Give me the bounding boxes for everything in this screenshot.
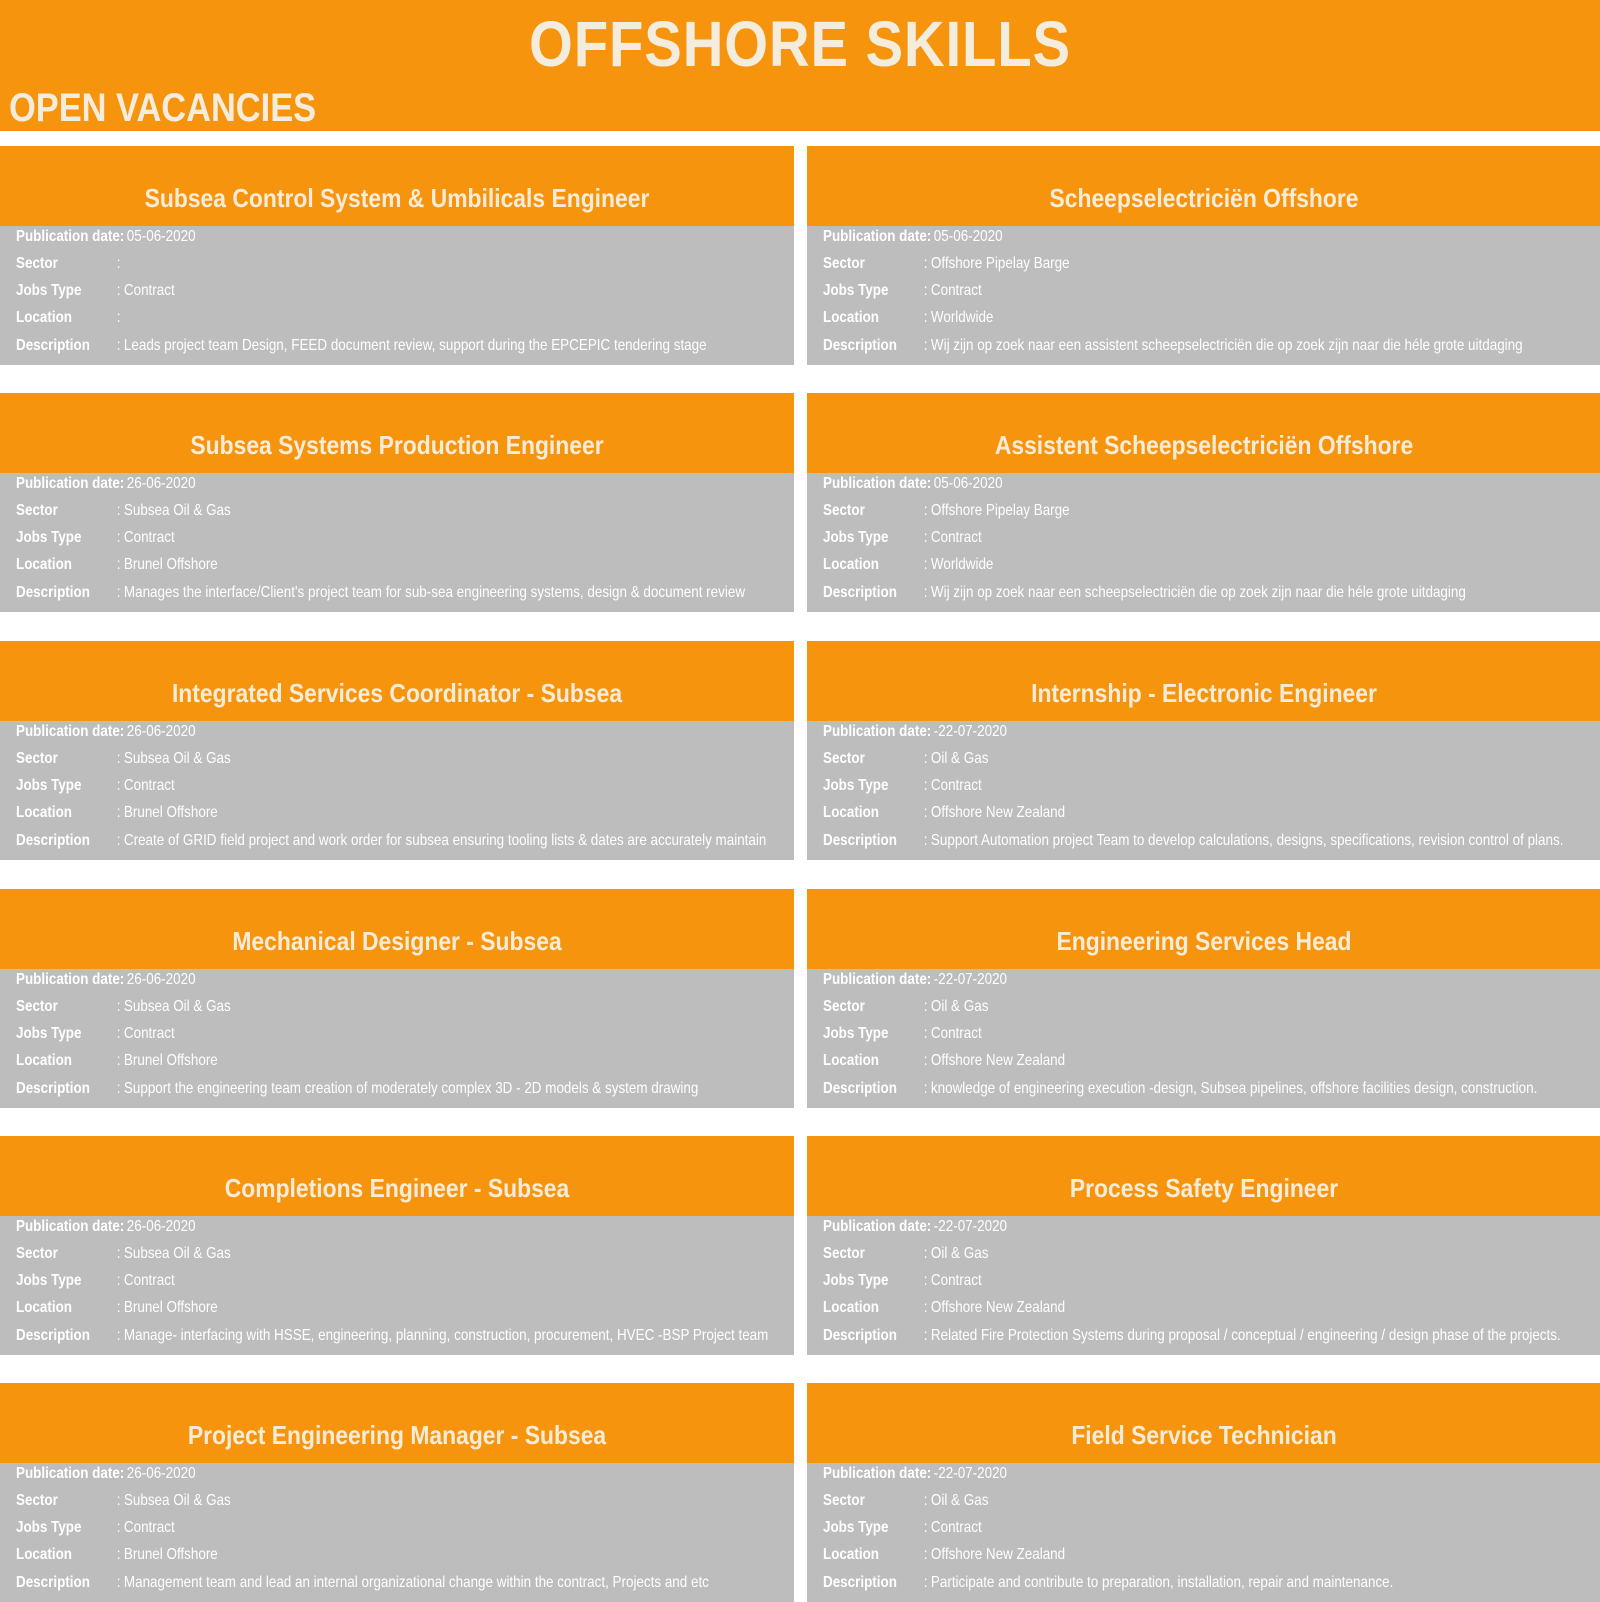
vacancy-card-header [807,641,1600,721]
location-separator: : [923,1299,928,1316]
vacancy-details [0,473,794,612]
jobs-type-row [16,527,856,549]
vacancy-card[interactable] [0,1383,794,1602]
jobs-type-label: Jobs Type [823,529,889,546]
sector-row [823,1490,1600,1512]
location-row [16,1050,856,1072]
jobs-type-row [823,1517,1600,1539]
jobs-type-value: Contract [930,777,982,794]
location-separator: : [923,556,928,573]
page-header [0,0,1600,131]
sector-row [823,500,1600,522]
sector-label: Sector [823,1245,865,1262]
publication-date-row [16,1216,856,1238]
vacancy-title[interactable]: Scheepselectriciën Offshore [1049,183,1359,213]
location-separator: : [116,309,121,326]
sector-value: Oil & Gas [930,1245,989,1262]
jobs-type-separator: : [116,529,121,546]
description-separator: : [116,1080,121,1097]
description-value: Wij zijn op zoek naar een scheepselectriciën die op zoek zijn naar die héle grote uitdaging [930,584,1466,601]
publication-date-label: Publication date: [823,723,932,740]
vacancy-card-header [0,1136,794,1216]
jobs-type-label: Jobs Type [823,1025,889,1042]
vacancy-details [807,969,1600,1108]
location-separator: : [116,1052,121,1069]
description-value: knowledge of engineering execution -design, Subsea pipelines, offshore facilities design, construction. [930,1080,1538,1097]
vacancy-title[interactable]: Field Service Technician [1071,1420,1337,1450]
jobs-type-separator: : [116,282,121,299]
location-label: Location [16,556,73,573]
description-label: Description [16,1574,90,1591]
location-value: Offshore New Zealand [930,1299,1066,1316]
description-separator: : [923,1080,928,1097]
location-label: Location [16,309,73,326]
publication-date-value: 05-06-2020 [933,228,1003,245]
vacancy-card-header [0,1383,794,1463]
jobs-type-value: Contract [930,1519,982,1536]
sector-label: Sector [16,1245,58,1262]
vacancy-title[interactable]: Integrated Services Coordinator - Subsea [171,678,623,708]
jobs-type-row [16,775,856,797]
description-label: Description [16,1080,90,1097]
publication-date-value: 05-06-2020 [126,228,196,245]
jobs-type-value: Contract [930,1025,982,1042]
vacancy-details [807,1463,1600,1602]
location-row [16,802,856,824]
sector-label: Sector [16,998,58,1015]
sector-value: Oil & Gas [930,998,989,1015]
jobs-type-label: Jobs Type [16,282,82,299]
jobs-type-label: Jobs Type [823,1272,889,1289]
vacancy-details [807,473,1600,612]
sector-row [16,500,856,522]
location-row [823,1297,1600,1319]
description-row [823,1572,1600,1594]
location-label: Location [16,804,73,821]
vacancy-title[interactable]: Project Engineering Manager - Subsea [187,1420,607,1450]
location-label: Location [823,1546,880,1563]
vacancy-title[interactable]: Process Safety Engineer [1069,1173,1339,1203]
sector-row [16,1490,856,1512]
description-value: Manages the interface/Client's project team for sub-sea engineering systems, design & document review [123,584,746,601]
jobs-type-value: Contract [123,529,175,546]
sector-label: Sector [16,1492,58,1509]
vacancy-card[interactable] [0,146,794,365]
description-label: Description [16,337,90,354]
location-row [16,1297,856,1319]
page-title: OFFSHORE SKILLS [529,8,1071,80]
vacancy-card[interactable] [807,889,1600,1108]
sector-separator: : [923,1492,928,1509]
description-value: Participate and contribute to preparation, installation, repair and maintenance. [930,1574,1394,1591]
vacancy-title[interactable]: Subsea Control System & Umbilicals Engineer [144,183,650,213]
jobs-type-value: Contract [123,777,175,794]
vacancy-card[interactable] [807,393,1600,612]
vacancy-card-header [807,1136,1600,1216]
publication-date-label: Publication date: [823,475,932,492]
description-separator: : [923,584,928,601]
description-label: Description [823,1574,897,1591]
description-value: Related Fire Protection Systems during proposal / conceptual / engineering / design phase of the projects. [930,1327,1561,1344]
description-row [823,1078,1600,1100]
jobs-type-separator: : [923,529,928,546]
sector-row [823,748,1600,770]
sector-value: Oil & Gas [930,750,989,767]
sector-row [823,1243,1600,1265]
publication-date-row [16,473,856,495]
sector-value: Subsea Oil & Gas [123,998,231,1015]
jobs-type-separator: : [923,282,928,299]
vacancy-card[interactable] [0,641,794,860]
vacancy-card[interactable] [0,1136,794,1355]
publication-date-value: -22-07-2020 [933,1218,1008,1235]
publication-date-label: Publication date: [823,971,932,988]
description-row [16,830,856,852]
vacancy-card[interactable] [807,641,1600,860]
description-label: Description [823,832,897,849]
jobs-type-label: Jobs Type [16,1025,82,1042]
description-label: Description [823,1327,897,1344]
publication-date-label: Publication date: [16,971,125,988]
vacancy-title[interactable]: Internship - Electronic Engineer [1031,678,1377,708]
description-value: Create of GRID field project and work order for subsea ensuring tooling lists & dates are accurately maintain [123,832,767,849]
publication-date-value: 05-06-2020 [933,475,1003,492]
sector-label: Sector [16,255,58,272]
sector-label: Sector [823,1492,865,1509]
jobs-type-separator: : [923,1272,928,1289]
location-value: Worldwide [930,309,994,326]
location-value: Brunel Offshore [123,804,218,821]
description-row [16,582,856,604]
vacancy-card-header [0,889,794,969]
sector-separator: : [116,750,121,767]
location-row [16,1544,856,1566]
description-row [16,335,856,357]
sector-row [823,996,1600,1018]
jobs-type-row [16,1517,856,1539]
jobs-type-row [16,1023,856,1045]
publication-date-label: Publication date: [16,228,125,245]
location-value: Worldwide [930,556,994,573]
jobs-type-separator: : [116,1025,121,1042]
sector-value: Offshore Pipelay Barge [930,255,1070,272]
publication-date-value: -22-07-2020 [933,971,1008,988]
publication-date-row [823,226,1600,248]
sector-row [16,996,856,1018]
jobs-type-value: Contract [123,1519,175,1536]
location-row [16,554,856,576]
sector-separator: : [923,750,928,767]
sector-label: Sector [16,750,58,767]
publication-date-row [16,969,856,991]
sector-value: Subsea Oil & Gas [123,750,231,767]
jobs-type-label: Jobs Type [16,1272,82,1289]
description-value: Manage- interfacing with HSSE, engineering, planning, construction, procurement, HVEC -BSP Project team [123,1327,769,1344]
vacancy-card-header [807,146,1600,226]
jobs-type-separator: : [116,1272,121,1289]
sector-label: Sector [16,502,58,519]
location-separator: : [923,1052,928,1069]
jobs-type-label: Jobs Type [16,777,82,794]
jobs-type-value: Contract [123,1025,175,1042]
location-value: Brunel Offshore [123,556,218,573]
vacancy-title[interactable]: Completions Engineer - Subsea [224,1173,570,1203]
vacancy-card-header [0,393,794,473]
location-row [823,307,1600,329]
vacancy-card-header [807,393,1600,473]
location-value: Offshore New Zealand [930,1052,1066,1069]
description-value: Support Automation project Team to develop calculations, designs, specifications, revision control of plans. [930,832,1564,849]
location-value: Offshore New Zealand [930,804,1066,821]
publication-date-value: -22-07-2020 [933,1465,1008,1482]
description-separator: : [923,1574,928,1591]
jobs-type-label: Jobs Type [823,777,889,794]
sector-label: Sector [823,750,865,767]
description-label: Description [16,832,90,849]
vacancy-details [807,226,1600,365]
description-row [823,582,1600,604]
location-label: Location [16,1546,73,1563]
vacancy-details [0,969,794,1108]
description-row [823,335,1600,357]
location-label: Location [823,804,880,821]
publication-date-row [823,473,1600,495]
location-separator: : [116,804,121,821]
jobs-type-value: Contract [123,1272,175,1289]
location-separator: : [116,1546,121,1563]
description-row [16,1078,856,1100]
jobs-type-row [823,1270,1600,1292]
jobs-type-row [823,280,1600,302]
description-separator: : [116,337,121,354]
publication-date-row [823,969,1600,991]
location-label: Location [823,1052,880,1069]
jobs-type-value: Contract [930,1272,982,1289]
vacancy-details [0,721,794,860]
location-label: Location [823,309,880,326]
publication-date-value: 26-06-2020 [126,1465,196,1482]
location-label: Location [823,556,880,573]
sector-label: Sector [823,998,865,1015]
publication-date-row [823,1216,1600,1238]
jobs-type-row [823,775,1600,797]
jobs-type-value: Contract [123,282,175,299]
description-value: Leads project team Design, FEED document review, support during the EPCEPIC tendering stage [123,337,707,354]
vacancy-details [807,721,1600,860]
location-value: Brunel Offshore [123,1546,218,1563]
vacancy-card-header [0,146,794,226]
jobs-type-separator: : [116,777,121,794]
sector-row [16,1243,856,1265]
jobs-type-value: Contract [930,282,982,299]
description-label: Description [823,337,897,354]
vacancy-card[interactable] [0,393,794,612]
vacancy-card[interactable] [0,889,794,1108]
sector-separator: : [116,998,121,1015]
publication-date-label: Publication date: [823,228,932,245]
sector-row [16,748,856,770]
sector-value: Subsea Oil & Gas [123,502,231,519]
description-separator: : [116,584,121,601]
description-label: Description [823,584,897,601]
description-value: Management team and lead an internal organizational change within the contract, Projects and etc [123,1574,709,1591]
sector-separator: : [923,255,928,272]
jobs-type-row [823,1023,1600,1045]
sector-separator: : [116,255,121,272]
publication-date-row [16,226,856,248]
description-separator: : [923,832,928,849]
description-label: Description [16,584,90,601]
sector-separator: : [116,1245,121,1262]
vacancy-title[interactable]: Mechanical Designer - Subsea [232,926,562,956]
publication-date-value: 26-06-2020 [126,475,196,492]
location-separator: : [923,1546,928,1563]
publication-date-label: Publication date: [823,1218,932,1235]
location-row [823,1050,1600,1072]
jobs-type-label: Jobs Type [16,529,82,546]
location-row [823,554,1600,576]
publication-date-row [823,1463,1600,1485]
description-value: Wij zijn op zoek naar een assistent scheepselectriciën die op zoek zijn naar die héle grote uitdaging [930,337,1523,354]
jobs-type-label: Jobs Type [823,282,889,299]
description-row [16,1325,856,1347]
location-row [16,307,856,329]
publication-date-label: Publication date: [16,1465,125,1482]
description-separator: : [923,337,928,354]
publication-date-label: Publication date: [16,475,125,492]
jobs-type-separator: : [923,777,928,794]
location-separator: : [116,556,121,573]
publication-date-row [823,721,1600,743]
sector-row [16,253,856,275]
vacancy-details [0,1216,794,1355]
description-row [16,1572,856,1594]
jobs-type-label: Jobs Type [823,1519,889,1536]
description-separator: : [923,1327,928,1344]
vacancy-card[interactable] [807,146,1600,365]
description-label: Description [16,1327,90,1344]
location-label: Location [16,1299,73,1316]
description-row [823,1325,1600,1347]
jobs-type-separator: : [923,1025,928,1042]
location-separator: : [116,1299,121,1316]
publication-date-value: 26-06-2020 [126,1218,196,1235]
page-subtitle: OPEN VACANCIES [9,86,317,130]
description-value: Support the engineering team creation of moderately complex 3D - 2D models & system drawing [123,1080,699,1097]
jobs-type-label: Jobs Type [16,1519,82,1536]
location-value: Brunel Offshore [123,1299,218,1316]
description-label: Description [823,1080,897,1097]
jobs-type-row [16,280,856,302]
vacancy-title[interactable]: Subsea Systems Production Engineer [190,430,604,460]
jobs-type-separator: : [923,1519,928,1536]
publication-date-label: Publication date: [16,1218,125,1235]
publication-date-label: Publication date: [823,1465,932,1482]
location-value: Offshore New Zealand [930,1546,1066,1563]
location-value: Brunel Offshore [123,1052,218,1069]
vacancy-card-header [807,889,1600,969]
vacancy-card-header [0,641,794,721]
sector-label: Sector [823,502,865,519]
vacancy-card[interactable] [807,1136,1600,1355]
sector-separator: : [923,1245,928,1262]
sector-value: Subsea Oil & Gas [123,1492,231,1509]
description-separator: : [116,832,121,849]
publication-date-value: 26-06-2020 [126,971,196,988]
description-separator: : [116,1327,121,1344]
description-separator: : [116,1574,121,1591]
location-label: Location [16,1052,73,1069]
location-label: Location [823,1299,880,1316]
location-separator: : [923,309,928,326]
publication-date-row [16,1463,856,1485]
vacancy-title[interactable]: Assistent Scheepselectriciën Offshore [994,430,1414,460]
sector-value: Oil & Gas [930,1492,989,1509]
vacancy-details [0,226,794,365]
publication-date-value: -22-07-2020 [933,723,1008,740]
sector-separator: : [923,502,928,519]
vacancy-card-header [807,1383,1600,1463]
vacancy-details [807,1216,1600,1355]
sector-label: Sector [823,255,865,272]
sector-value: Offshore Pipelay Barge [930,502,1070,519]
vacancy-card[interactable] [807,1383,1600,1602]
vacancy-details [0,1463,794,1602]
sector-separator: : [116,502,121,519]
jobs-type-row [823,527,1600,549]
description-row [823,830,1600,852]
publication-date-label: Publication date: [16,723,125,740]
vacancy-title[interactable]: Engineering Services Head [1056,926,1352,956]
jobs-type-separator: : [116,1519,121,1536]
sector-row [823,253,1600,275]
sector-value: Subsea Oil & Gas [123,1245,231,1262]
location-separator: : [923,804,928,821]
jobs-type-value: Contract [930,529,982,546]
sector-separator: : [923,998,928,1015]
publication-date-value: 26-06-2020 [126,723,196,740]
location-row [823,1544,1600,1566]
sector-separator: : [116,1492,121,1509]
location-row [823,802,1600,824]
publication-date-row [16,721,856,743]
jobs-type-row [16,1270,856,1292]
